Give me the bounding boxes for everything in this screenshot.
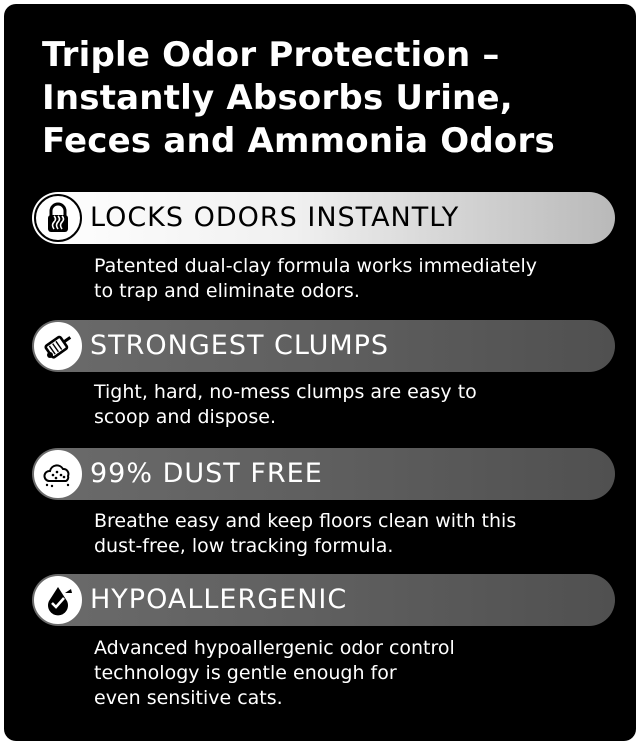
- feature-pill-locks-odors: [32, 192, 615, 244]
- description-line: even sensitive cats.: [94, 687, 283, 709]
- feature-label: STRONGEST CLUMPS: [90, 330, 390, 361]
- description-line: technology is gentle enough for: [94, 662, 397, 684]
- feature-description: [94, 254, 614, 304]
- headline-line-2: Instantly Absorbs Urine,: [42, 78, 513, 118]
- feature-description: [94, 509, 614, 559]
- feature-card: [4, 4, 636, 741]
- dust-cloud-icon: [34, 450, 82, 498]
- feature-description: [94, 636, 614, 711]
- headline-line-1: Triple Odor Protection –: [42, 35, 500, 75]
- description-line: Patented dual-clay formula works immediately: [94, 255, 538, 277]
- description-line: Advanced hypoallergenic odor control: [94, 637, 455, 659]
- feature-description: [94, 380, 614, 430]
- scoop-icon: [34, 322, 82, 370]
- drop-check-icon: [34, 576, 82, 624]
- headline: [42, 34, 632, 163]
- description-line: Breathe easy and keep floors clean with this: [94, 510, 517, 532]
- headline-line-3: Feces and Ammonia Odors: [42, 121, 555, 161]
- feature-pill-dust-free: [32, 448, 615, 500]
- feature-label: HYPOALLERGENIC: [90, 584, 348, 615]
- description-line: to trap and eliminate odors.: [94, 280, 360, 302]
- lock-odor-icon: [34, 194, 82, 242]
- description-line: dust-free, low tracking formula.: [94, 535, 394, 557]
- feature-label: LOCKS ODORS INSTANTLY: [90, 202, 460, 233]
- feature-pill-hypoallergenic: [32, 574, 615, 626]
- description-line: scoop and dispose.: [94, 406, 277, 428]
- description-line: Tight, hard, no-mess clumps are easy to: [94, 381, 477, 403]
- feature-pill-strongest-clumps: [32, 320, 615, 372]
- feature-label: 99% DUST FREE: [90, 458, 323, 489]
